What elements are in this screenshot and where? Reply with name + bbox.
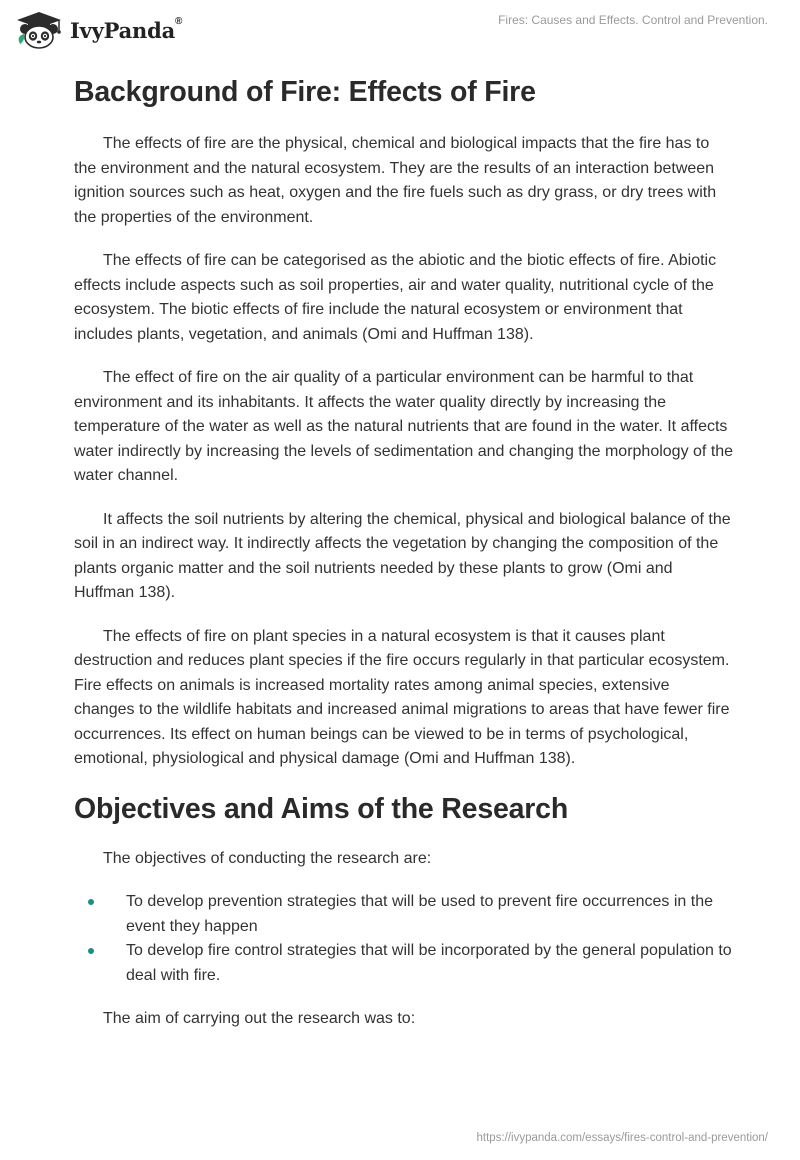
essay-content — [74, 72, 734, 1051]
paragraph: It affects the soil nutrients by altering the chemical, physical and biological balance of the soil in an indirect way. It indirectly affects the vegetation by changing the composition of the plants organic matter and the soil nutrients needed by these plants to grow (Omi and Huffman 138). — [74, 510, 731, 601]
list-item: To develop prevention strategies that will be used to prevent fire occurrences in the event they happen — [74, 890, 734, 939]
paragraph: The aim of carrying out the research was to: — [103, 1010, 416, 1027]
objectives-list — [74, 890, 734, 988]
paragraph: The effect of fire on the air quality of a particular environment can be harmful to that environment and its inhabitants. It affects the water quality directly by increasing the temperature of the water as well as the natural nutrients that are found in the water. It affects water indirectly by increasing the levels of sedimentation and changing the morphology of the water channel. — [74, 369, 734, 484]
section-heading: Background of Fire: Effects of Fire — [74, 76, 536, 108]
bullet-icon — [88, 948, 94, 954]
list-item: To develop fire control strategies that will be incorporated by the general population to deal with fire. — [74, 939, 734, 988]
panda-graduate-icon — [14, 10, 64, 50]
document-title: Fires: Causes and Effects. Control and Prevention. — [498, 13, 768, 27]
bullet-icon — [88, 899, 94, 905]
paragraph: The objectives of conducting the research are: — [103, 849, 432, 867]
brand-name: IvyPanda® — [70, 15, 183, 43]
paragraph: The effects of fire on plant species in a natural ecosystem is that it causes plant destruction and reduces plant species if the fire occurs regularly in that particular ecosystem. Fire effects on animals is increased mortality rates among animal species, extensive changes to the wildlife habitats and increased animal migrations to areas that have fewer fire occurrences. Its effect on human beings can be viewed to be in terms of psychological, emotional, physiological and physical damage (Omi and Huffman 138). — [74, 627, 730, 767]
source-url[interactable]: https://ivypanda.com/essays/fires-control-and-prevention/ — [476, 1132, 768, 1144]
brand-logo[interactable] — [14, 10, 182, 50]
paragraph: The effects of fire are the physical, chemical and biological impacts that the fire has to the environment and the natural ecosystem. They are the results of an interaction between ignition sources such as heat, oxygen and the fire fuels such as dry grass, or dry trees with the properties of the environment. — [74, 135, 717, 226]
paragraph: The effects of fire can be categorised as the abiotic and the biotic effects of fire. Abiotic effects include aspects such as soil properties, air and water quality, nutritional cycle of the ecosystem. The biotic effects of fire include the natural ecosystem or environment that includes plants, vegetation, and animals (Omi and Huffman 138). — [74, 252, 717, 343]
page-header — [0, 0, 800, 66]
section-heading: Objectives and Aims of the Research — [74, 792, 569, 825]
